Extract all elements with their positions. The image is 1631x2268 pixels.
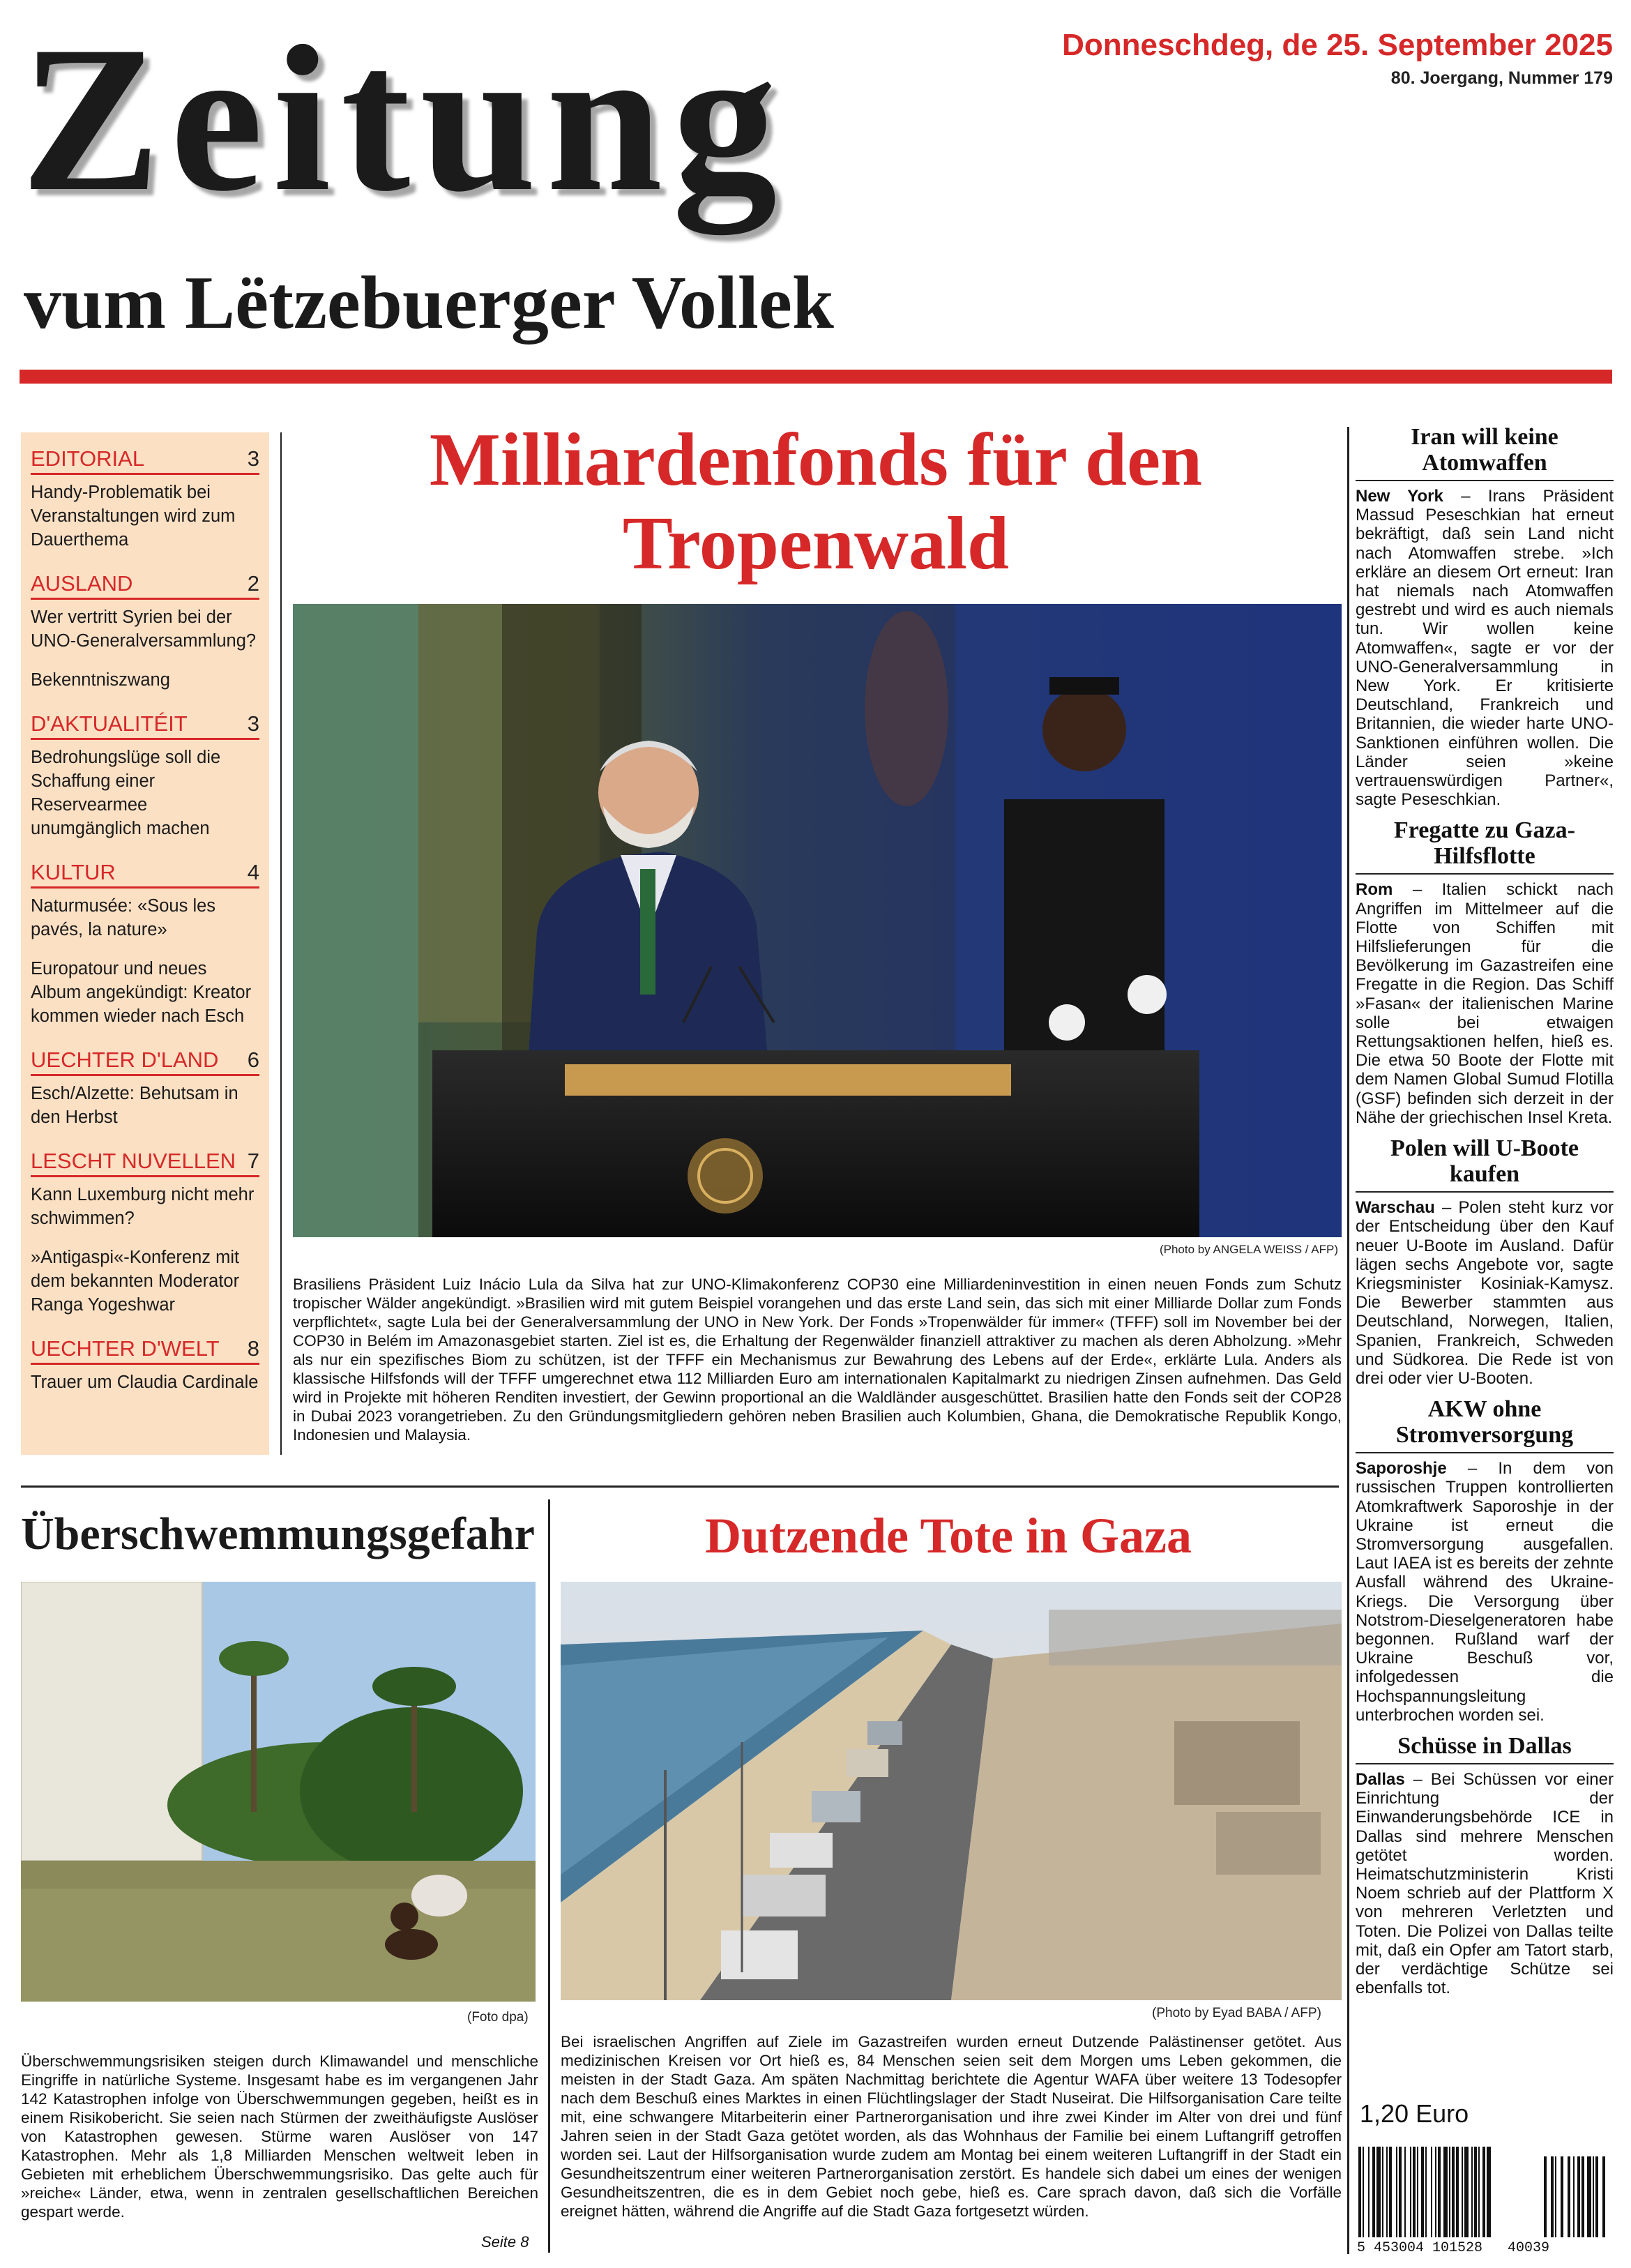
index-item[interactable]: Wer vertritt Syrien bei der UNO-Generalversammlung?	[31, 607, 257, 651]
gaza-photo	[561, 1582, 1342, 2000]
brief-dateline: Dallas	[1356, 1769, 1405, 1789]
flood-image	[21, 1582, 536, 2002]
index-section-name: UECHTER D'LAND	[31, 1048, 219, 1072]
brief-dateline: Warschau	[1356, 1198, 1435, 1218]
news-brief	[1356, 424, 1614, 809]
index-section-header[interactable]	[31, 1149, 259, 1177]
brief-text: – Italien schickt nach Angriffen im Mittelmeer auf die Flotte von Schiffen mit Hilfslieferungen für die Bevölkerung im Gazastreifen eine Fregatte in die Region. Das Schiff »Fasan« der italienischen Marine solle bei etwaigen Rettungsaktionen helfen, hieß es. Die etwa 50 Boote der Flotte mit dem Namen Global Sumud Flotilla (GSF) befinden sich derzeit in der Nähe der griechischen Insel Kreta.	[1356, 880, 1614, 1127]
index-section	[31, 1149, 259, 1317]
barcode-addon-bar	[1593, 2156, 1594, 2237]
issue-date: Donneschdeg, de 25. September 2025	[1062, 28, 1613, 62]
index-item[interactable]: Bedrohungslüge soll die Schaffung einer Reservearmee unumgänglich machen	[31, 748, 221, 838]
barcode-addon: 40039	[1508, 2240, 1550, 2256]
barcode-bar	[1449, 2147, 1450, 2237]
barcode-bar	[1421, 2147, 1424, 2237]
index-section-header[interactable]	[31, 571, 259, 600]
index-section-header[interactable]	[31, 446, 259, 475]
index-section-header[interactable]	[31, 1336, 259, 1365]
brief-dateline: Rom	[1356, 880, 1393, 900]
index-item[interactable]: Esch/Alzette: Behutsam in den Herbst	[31, 1084, 238, 1127]
index-section-header[interactable]	[31, 860, 259, 889]
index-section	[31, 571, 259, 692]
barcode-bar	[1399, 2147, 1402, 2237]
brief-body	[1356, 880, 1614, 1127]
index-section	[31, 1048, 259, 1129]
barcode-bar	[1389, 2147, 1392, 2237]
index-item[interactable]: Kann Luxemburg nicht mehr schwimmen?	[31, 1185, 255, 1228]
index-item[interactable]: Bekenntniszwang	[31, 670, 170, 690]
news-brief	[1356, 1396, 1614, 1725]
index-section-header[interactable]	[31, 1048, 259, 1076]
barcode-addon-bar	[1544, 2156, 1547, 2237]
brief-text: – Polen steht kurz vor der Entscheidung über den Kauf neuer U-Boote im Ausland. Dafür lägen sechs Angebote vor, sagte Kriegsminister Kosiniak-Kamysz. Die Bewerber stammten aus Deutschland, Norwegen, Italien, Spanien, Frankreich, Schweden und Südkorea. Die Rede ist von drei oder vier U-Booten.	[1356, 1198, 1614, 1388]
barcode-bar	[1456, 2147, 1459, 2237]
barcode-bar	[1482, 2147, 1485, 2237]
masthead-subtitle: vum Lëtzebuerger Vollek	[24, 262, 834, 345]
lead-headline: Milliardenfonds für den Tropenwald	[429, 418, 1203, 585]
barcode-bar	[1464, 2147, 1469, 2237]
barcode-addon-bar	[1595, 2156, 1598, 2237]
brief-text: – Bei Schüssen vor einer Einrichtung der Einwanderungsbehörde ICE in Dallas sind mehrere Menschen getötet worden. Heimatschutzministerin Kristi Noem schrieb auf der Plattform X von mehreren Verletzten und Toten. Die Polizei von Dallas teilte mit, daß ein Opfer am Tatort starb, der verdächtige Schütze sei ebenfalls tot.	[1356, 1769, 1614, 1998]
barcode-bar	[1438, 2147, 1441, 2237]
brief-dateline: Saporoshje	[1356, 1459, 1447, 1479]
column-rule-bottom	[548, 1499, 550, 2253]
brief-rule	[1356, 1452, 1614, 1453]
brief-title: Schüsse in Dallas	[1397, 1732, 1572, 1759]
index-section-name: KULTUR	[31, 860, 116, 884]
brief-text: – In dem von russischen Truppen kontrollierten Atomkraftwerk Saporoshje in der Ukraine ist erneut die Stromversorgung ausgefallen. Laut IAEA ist es bereits der zehnte Ausfall während des Ukraine-Kriegs. Die Versorgung über Notstrom-Dieselgeneratoren habe begonnen. Rußland warf der Ukraine Beschuß vor, infolgedessen die Hochspannungsleitung unterbrochen worden sei.	[1356, 1459, 1614, 1725]
news-briefs	[1356, 424, 1614, 2006]
index-section	[31, 711, 259, 840]
brief-body	[1356, 1770, 1614, 1997]
brief-title: Polen will U-Boote kaufen	[1390, 1135, 1579, 1188]
masthead-rule	[20, 370, 1612, 384]
barcode-addon-bar	[1561, 2156, 1563, 2237]
index-section-name: LESCHT NUVELLEN	[31, 1149, 236, 1173]
flood-body: Überschwemmungsrisiken steigen durch Klimawandel und menschliche Eingriffe in natürliche Systeme. Insgesamt habe es im vergangenen Jahr 142 Katastrophen infolge von Überschwemmungen gegeben, heißt es in einem Risikobericht. Sie seien nach Stürmen der zweithäufigste Auslöser von Katastrophen gewesen. Stürme waren Auslöser von 147 Katastrophen. Mehr als 1,8 Milliarden Menschen weltweit leben in Gebieten mit erheblichem Überschwemmungsrisiko. Das gelte auch für »reiche« Länder, etwa, wenn in zentralen gesellschaftlichen Bereichen gespart werde.	[21, 2052, 538, 2221]
barcode-bar	[1396, 2147, 1397, 2237]
barcode-addon-bar	[1551, 2156, 1554, 2237]
index-sidebar	[21, 432, 269, 1455]
lula-at-podium-image	[293, 604, 1342, 1237]
index-section-name: AUSLAND	[31, 571, 133, 596]
barcode-addon-bar	[1602, 2156, 1605, 2237]
news-brief	[1356, 1135, 1614, 1388]
barcode-bar	[1443, 2147, 1448, 2237]
brief-title: Fregatte zu Gaza-Hilfsflotte	[1394, 817, 1575, 870]
brief-body	[1356, 1459, 1614, 1725]
barcode-addon-bar	[1555, 2156, 1556, 2237]
barcode-addon-bar	[1573, 2156, 1575, 2237]
barcode	[1357, 2147, 1608, 2251]
index-section	[31, 1336, 259, 1394]
index-item[interactable]: Naturmusée: «Sous les pavés, la nature»	[31, 896, 216, 939]
brief-rule	[1356, 873, 1614, 875]
index-section-name: EDITORIAL	[31, 446, 145, 471]
barcode-addon-bar	[1577, 2156, 1580, 2237]
brief-title: AKW ohne Stromversorgung	[1395, 1396, 1574, 1449]
flood-headline: Überschwemmungsgefahr	[21, 1509, 535, 1559]
index-item[interactable]: »Antigaspi«-Konferenz mit dem bekannten Moderator Ranga Yogeshwar	[31, 1248, 240, 1315]
barcode-bar	[1425, 2147, 1427, 2237]
news-brief	[1356, 1733, 1614, 1997]
flood-page-reference[interactable]: Seite 8	[481, 2233, 529, 2251]
barcode-bar	[1417, 2147, 1418, 2237]
index-item[interactable]: Trauer um Claudia Cardinale	[31, 1373, 259, 1392]
column-rule-right	[1347, 427, 1349, 2254]
issue-number: 80. Joergang, Nummer 179	[1390, 68, 1613, 88]
flood-photo	[21, 1582, 536, 2002]
index-section	[31, 446, 259, 552]
gaza-headline: Dutzende Tote in Gaza	[704, 1508, 1192, 1564]
index-section-page: 3	[247, 446, 259, 471]
price: 1,20 Euro	[1360, 2099, 1469, 2128]
masthead-title: Zeitung	[21, 3, 787, 234]
barcode-bar	[1435, 2147, 1436, 2237]
gaza-photo-credit: (Photo by Eyad BABA / AFP)	[1152, 2006, 1321, 2020]
index-section-name: UECHTER D'WELT	[31, 1336, 220, 1361]
section-rule	[21, 1485, 1339, 1488]
lead-photo	[293, 604, 1342, 1237]
news-brief	[1356, 817, 1614, 1127]
index-section-page: 6	[247, 1048, 259, 1072]
barcode-bar	[1487, 2147, 1491, 2237]
barcode-bar	[1372, 2147, 1375, 2237]
barcode-bar	[1471, 2147, 1473, 2237]
index-item[interactable]: Handy-Problematik bei Veranstaltungen wird zum Dauerthema	[31, 483, 236, 550]
barcode-bar	[1474, 2147, 1477, 2237]
barcode-bar	[1478, 2147, 1480, 2237]
column-rule-left	[280, 432, 282, 1455]
index-section-page: 3	[247, 711, 259, 736]
index-section-page: 8	[247, 1336, 259, 1361]
index-item[interactable]: Europatour und neues Album angekündigt: Kreator kommen wieder nach Esch	[31, 959, 252, 1026]
index-section-page: 4	[247, 860, 259, 884]
brief-rule	[1356, 480, 1614, 481]
barcode-bar	[1376, 2147, 1381, 2237]
barcode-bar	[1452, 2147, 1455, 2237]
barcode-bar	[1462, 2147, 1463, 2237]
brief-dateline: New York	[1356, 487, 1443, 506]
barcode-bar	[1386, 2147, 1388, 2237]
barcode-bar	[1413, 2147, 1416, 2237]
barcode-bar	[1382, 2147, 1383, 2237]
barcode-bar	[1363, 2147, 1364, 2237]
brief-body	[1356, 487, 1614, 809]
barcode-bar	[1404, 2147, 1406, 2237]
lead-photo-credit: (Photo by ANGELA WEISS / AFP)	[1159, 1243, 1338, 1256]
flood-photo-credit: (Foto dpa)	[467, 2010, 529, 2025]
barcode-bar	[1368, 2147, 1370, 2237]
barcode-digits	[1357, 2240, 1608, 2256]
barcode-addon-bar	[1568, 2156, 1570, 2237]
barcode-number: 5 453004 101528	[1357, 2240, 1483, 2256]
gaza-body: Bei israelischen Angriffen auf Ziele im Gazastreifen wurden erneut Dutzende Palästinenser getötet. Aus medizinischen Kreisen vor Ort hieß es, 84 Menschen seien seit dem Morgen ums Leben gekommen, die meisten in der Stadt Gaza. Am späten Nachmittag berichtete die Agentur WAFA über weitere 13 Todesopfer nach dem Beschuß eines Marktes in einen Flüchtlingslager der Stadt Nuseirat. Die Hilfsorganisation Care teilte mit, eine schwangere Mitarbeiterin einer Partnerorganisation und ihre zwei Kinder im Alter von drei und fünf Jahren seien in der Stadt Gaza getötet worden, als das Wohnhaus der Familie bei einem Luftangriff getroffen worden sei. Laut der Hilfsorganisation wurde zudem am Montag bei einem weiteren Luftangriff in der Stadt ein Gesundheitszentrum einer weiteren Partnerorganisation zerstört. Es handele sich dabei um eines der wenigen Gesundheitszentren, die es in dem Gebiet noch gebe, hieß es. Care sprach davon, daß sich die Vorfälle ereignet hätten, während die Angriffe auf die Stadt Gaza fortgesetzt würden.	[561, 2033, 1342, 2220]
barcode-bar	[1358, 2147, 1361, 2237]
lead-body: Brasiliens Präsident Luiz Inácio Lula da Silva hat zur UNO-Klimakonferenz COP30 eine Milliardeninvestition in einen neuen Fonds zum Schutz tropischer Wälder angekündigt. »Brasilien wird mit gutem Beispiel vorangehen und das erste Land sein, das sich mit einer Milliarde Dollar zum Fonds verpflichtet«, sagte Lula bei der Generalversammlung der UNO in New York. Der Fonds »Tropenwälder für immer« (TFFF) soll im November bei der COP30 in Belém im Amazonasgebiet starten. Ziel ist es, die Erhaltung der Regenwälder finanziell attraktiver zu machen als deren Abholzung. »Mehr als nur ein spezifisches Biom zu schützen, ist der TFFF ein Mechanismus zur Bewahrung des Lebens auf der Erde«, erklärte Lula. Anders als klassische Hilfsfonds will der TFFF umgerechnet etwa 112 Milliarden Euro am internationalen Kapitalmarkt zu niedrigen Zinsen aufnehmen. Das Geld wird in Projekte mit höheren Renditen investiert, der Gewinn proportional an die Waldländer ausgeschüttet. Brasilien hatte den Fonds seit der COP28 in Dubai 2023 vorangetrieben. Zu den Gründungsmitgliedern gehören neben Brasilien auch Kolumbien, Ghana, die Demokratische Republik Kongo, Indonesien und Malaysia.	[293, 1276, 1342, 1444]
barcode-bar	[1431, 2147, 1432, 2237]
index-section	[31, 860, 259, 1028]
brief-text: – Irans Präsident Massud Peseschkian hat erneut bekräftigt, daß sein Land nicht nach Atomwaffen strebe. »Ich erkläre an diesem Ort erneut: Iran hat niemals nach Atomwaffen gestrebt und wird es auch niemals tun. Wir wollen keine Atomwaffen«, sagte er vor der UNO-Generalversammlung in New York. Er kritisierte Deutschland, Frankreich und Britannien, die wieder harte UNO-Sanktionen einführen wollen. Die Länder seien »keine vertrauenswürdigen Partner«, sagte Peseschkian.	[1356, 487, 1614, 810]
gaza-coast-image	[561, 1582, 1342, 2000]
brief-rule	[1356, 1191, 1614, 1193]
index-section-name: D'AKTUALITÉIT	[31, 711, 188, 736]
brief-title: Iran will keine Atomwaffen	[1411, 424, 1558, 476]
index-section-header[interactable]	[31, 711, 259, 740]
barcode-bar	[1410, 2147, 1411, 2237]
barcode-addon-bar	[1581, 2156, 1584, 2237]
brief-rule	[1356, 1763, 1614, 1764]
index-section-page: 2	[247, 571, 259, 596]
brief-body	[1356, 1198, 1614, 1388]
barcode-addon-bar	[1587, 2156, 1591, 2237]
index-section-page: 7	[247, 1149, 259, 1173]
